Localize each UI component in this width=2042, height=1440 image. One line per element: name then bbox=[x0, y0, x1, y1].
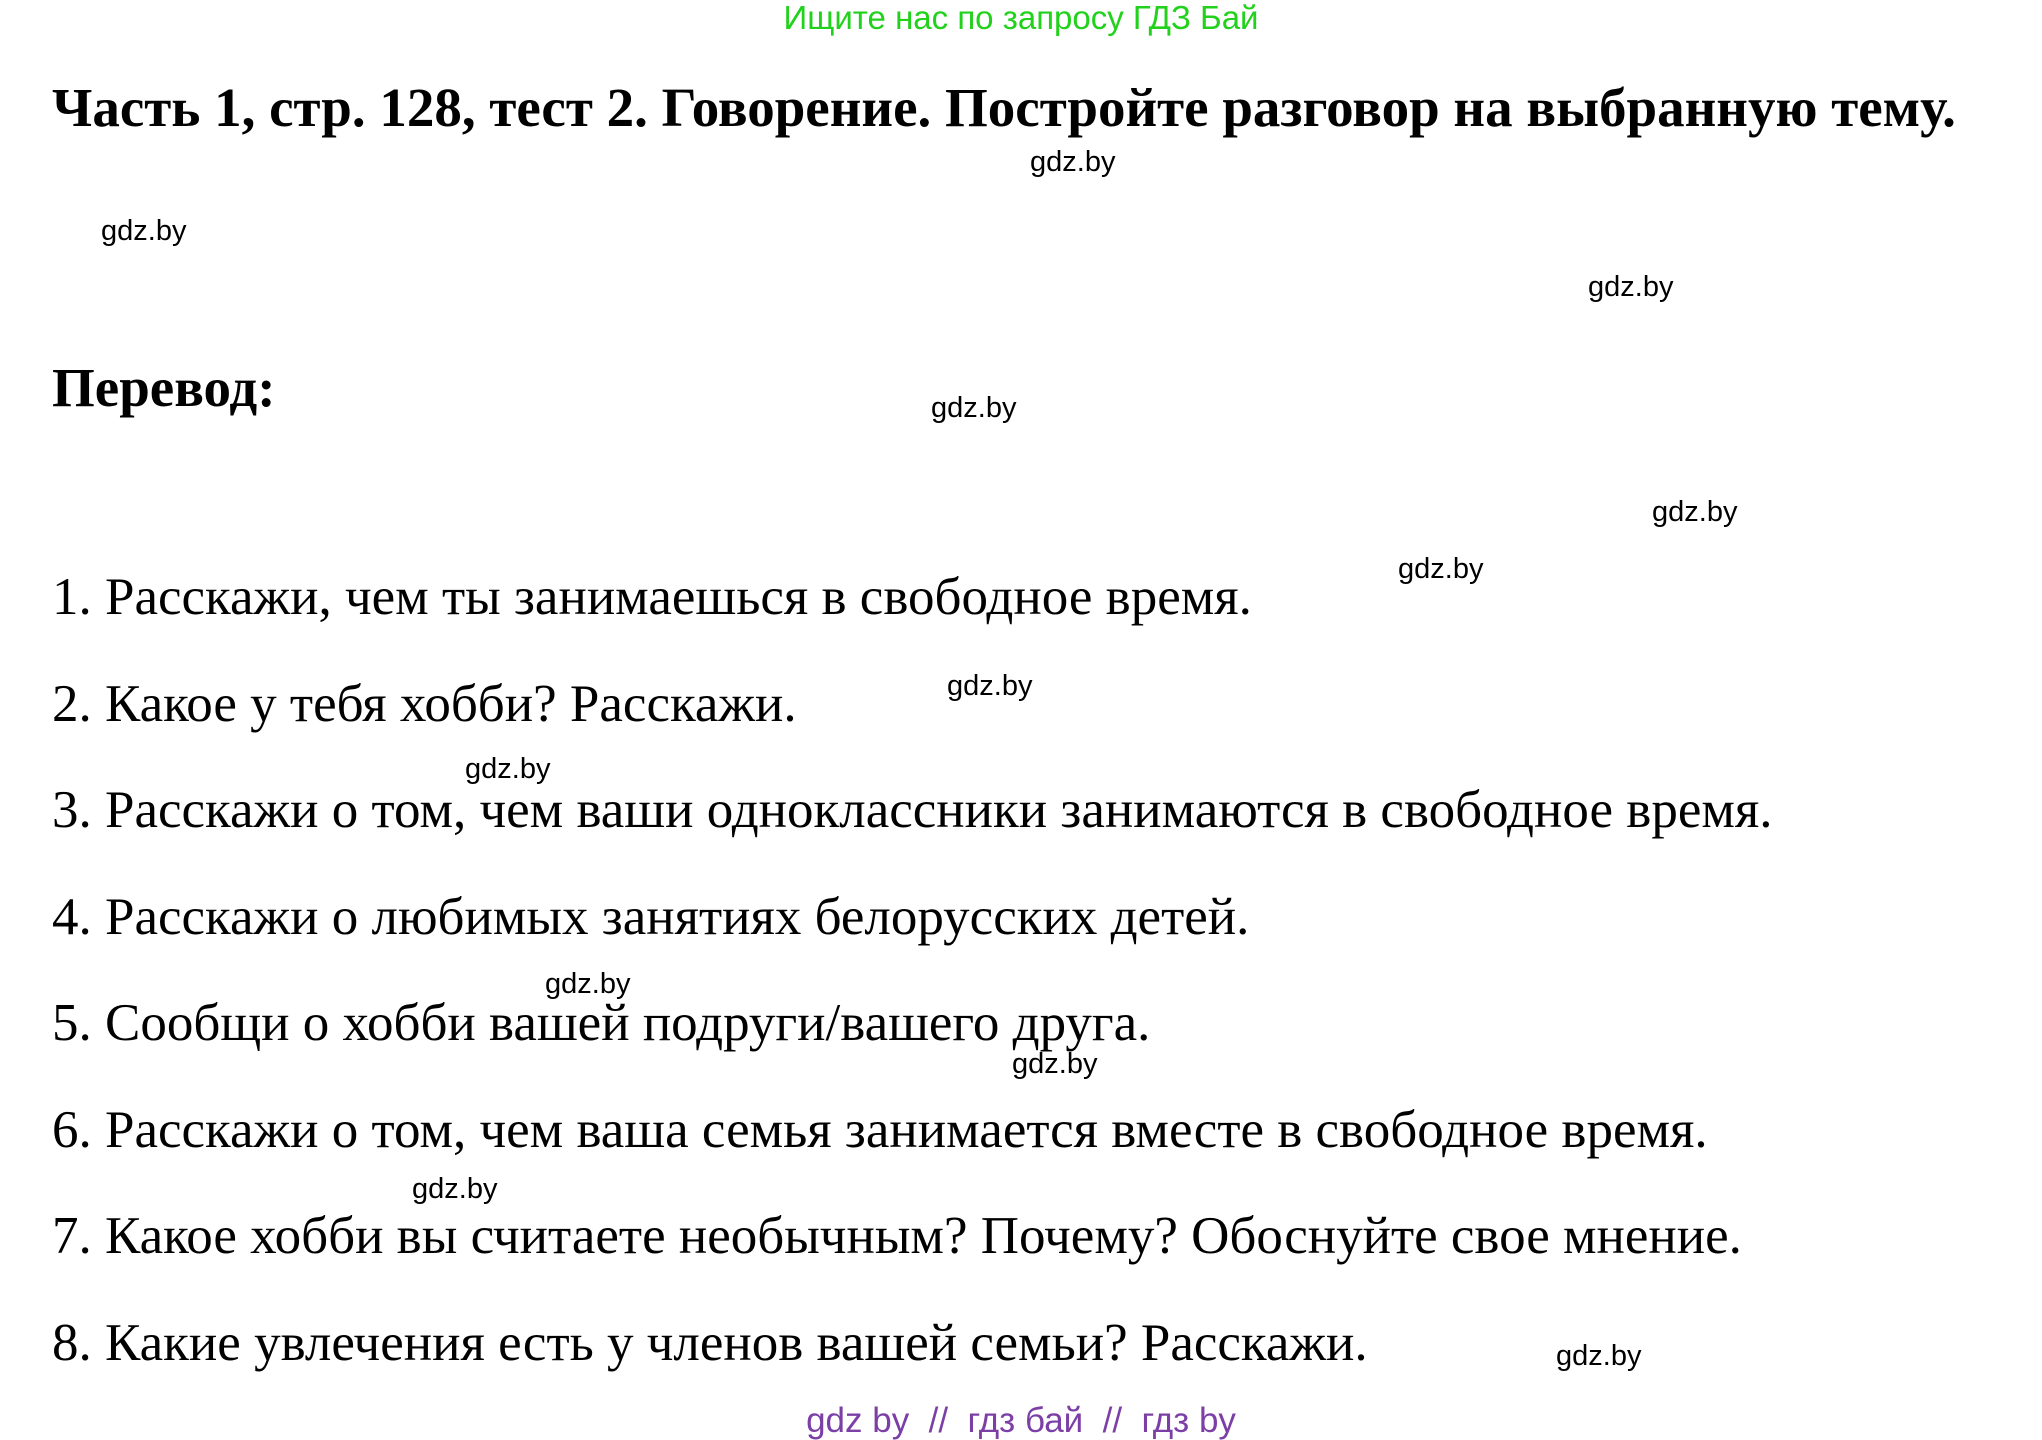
watermark: gdz.by bbox=[101, 215, 187, 247]
task-item: 2. Какое у тебя хобби? Расскажи. bbox=[52, 674, 797, 733]
task-item: 3. Расскажи о том, чем ваши одноклассники занимаются в свободное время. bbox=[52, 781, 1773, 839]
watermark: gdz.by bbox=[1030, 146, 1116, 178]
watermark: gdz.by bbox=[1012, 1048, 1098, 1080]
watermark: gdz.by bbox=[465, 753, 551, 785]
watermark: gdz.by bbox=[947, 670, 1033, 702]
search-hint-banner: Ищите нас по запросу ГДЗ Бай bbox=[783, 0, 1259, 36]
watermark: gdz.by bbox=[412, 1173, 498, 1205]
task-list bbox=[52, 562, 2032, 1414]
task-title: Часть 1, стр. 128, тест 2. Говорение. Постройте разговор на выбранную тему. bbox=[52, 77, 1956, 138]
watermark: gdz.by bbox=[1556, 1340, 1642, 1372]
watermark: gdz.by bbox=[1652, 496, 1738, 528]
translation-heading: Перевод: bbox=[52, 357, 276, 418]
watermark: gdz.by bbox=[1588, 271, 1674, 303]
task-item: 8. Какие увлечения есть у членов вашей семьи? Расскажи. bbox=[52, 1313, 1368, 1372]
watermark: gdz.by bbox=[545, 968, 631, 1000]
task-item: 7. Какое хобби вы считаете необычным? Почему? Обоснуйте свое мнение. bbox=[52, 1207, 1742, 1265]
task-item: 4. Расскажи о любимых занятиях белорусских детей. bbox=[52, 887, 1250, 946]
watermark: gdz.by bbox=[1398, 553, 1484, 585]
watermark: gdz.by bbox=[931, 392, 1017, 424]
footer-watermark: gdz by // гдз бай // гдз by bbox=[806, 1401, 1236, 1440]
task-item: 5. Сообщи о хобби вашей подруги/вашего друга. bbox=[52, 994, 1151, 1052]
task-item: 6. Расскажи о том, чем ваша семья занимается вместе в свободное время. bbox=[52, 1100, 1708, 1159]
task-item: 1. Расскажи, чем ты занимаешься в свободное время. bbox=[52, 568, 1252, 626]
